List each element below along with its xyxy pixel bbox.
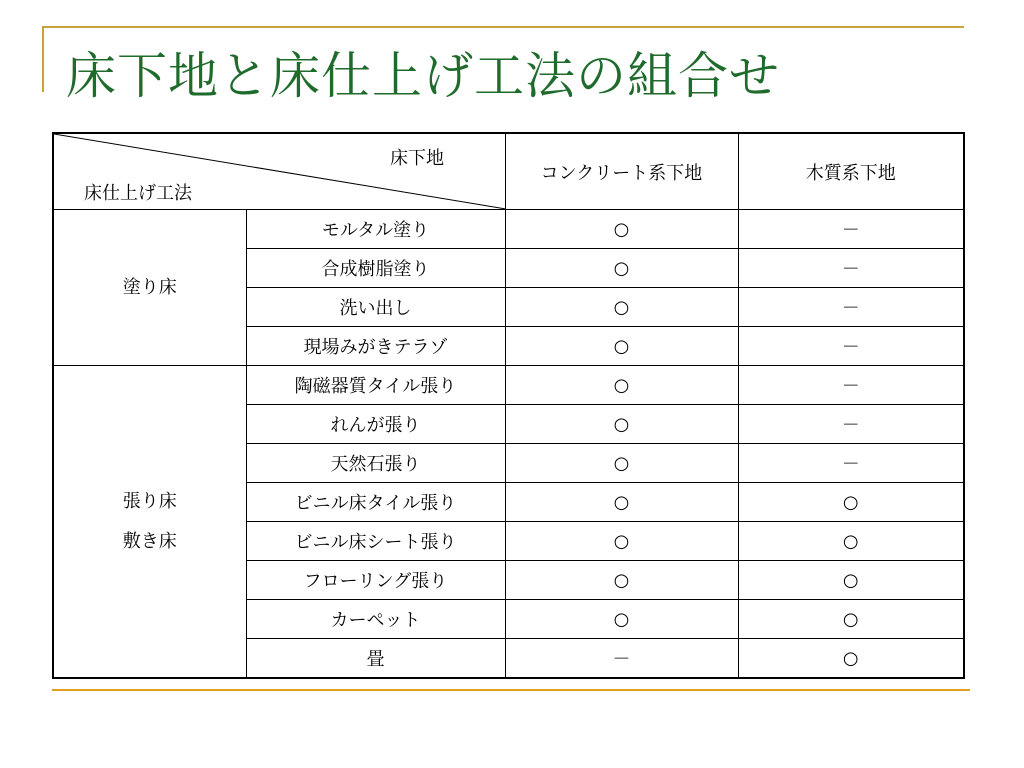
method-cell: モルタル塗り (246, 210, 505, 249)
concrete-compat-cell: ○ (505, 210, 738, 249)
wood-compat-cell: ○ (738, 600, 964, 639)
category-label: 敷き床 (122, 530, 177, 552)
wood-compat-cell: ○ (738, 483, 964, 522)
concrete-compat-cell: ○ (505, 288, 738, 327)
column-header-concrete: コンクリート系下地 (505, 133, 738, 210)
wood-compat-cell: － (738, 327, 964, 366)
concrete-compat-cell: ○ (505, 327, 738, 366)
wood-compat-cell: ○ (738, 639, 964, 679)
wood-compat-cell: － (738, 405, 964, 444)
wood-compat-cell: － (738, 249, 964, 288)
wood-compat-cell: － (738, 366, 964, 405)
category-label: 塗り床 (122, 276, 177, 298)
diagonal-header-cell (53, 133, 505, 210)
wood-compat-cell: － (738, 288, 964, 327)
method-cell: 畳 (246, 639, 505, 679)
method-cell: 現場みがきテラゾ (246, 327, 505, 366)
method-cell: 陶磁器質タイル張り (246, 366, 505, 405)
category-cell (53, 210, 246, 366)
concrete-compat-cell: ○ (505, 366, 738, 405)
slide-title: 床下地と床仕上げ工法の組合せ (66, 47, 780, 105)
table-row (53, 210, 964, 249)
header-substrate-label: 床下地 (390, 148, 444, 169)
method-cell: 天然石張り (246, 444, 505, 483)
concrete-compat-cell: － (505, 639, 738, 679)
concrete-compat-cell: ○ (505, 522, 738, 561)
bottom-accent-line (52, 689, 970, 691)
top-accent-line (42, 26, 964, 28)
concrete-compat-cell: ○ (505, 405, 738, 444)
wood-compat-cell: ○ (738, 561, 964, 600)
method-cell: フローリング張り (246, 561, 505, 600)
concrete-compat-cell: ○ (505, 249, 738, 288)
method-cell: 合成樹脂塗り (246, 249, 505, 288)
concrete-compat-cell: ○ (505, 483, 738, 522)
concrete-compat-cell: ○ (505, 600, 738, 639)
category-label: 張り床 (122, 490, 177, 512)
floor-combination-table (52, 132, 965, 679)
table-row (53, 366, 964, 405)
concrete-compat-cell: ○ (505, 561, 738, 600)
method-cell: 洗い出し (246, 288, 505, 327)
column-header-wood: 木質系下地 (738, 133, 964, 210)
method-cell: カーペット (246, 600, 505, 639)
header-row (53, 133, 964, 210)
wood-compat-cell: ○ (738, 522, 964, 561)
left-accent-line (42, 28, 44, 92)
wood-compat-cell: － (738, 444, 964, 483)
header-finish-method-label: 床仕上げ工法 (84, 183, 192, 204)
method-cell: ビニル床タイル張り (246, 483, 505, 522)
wood-compat-cell: － (738, 210, 964, 249)
concrete-compat-cell: ○ (505, 444, 738, 483)
method-cell: れんが張り (246, 405, 505, 444)
method-cell: ビニル床シート張り (246, 522, 505, 561)
category-cell (53, 366, 246, 679)
